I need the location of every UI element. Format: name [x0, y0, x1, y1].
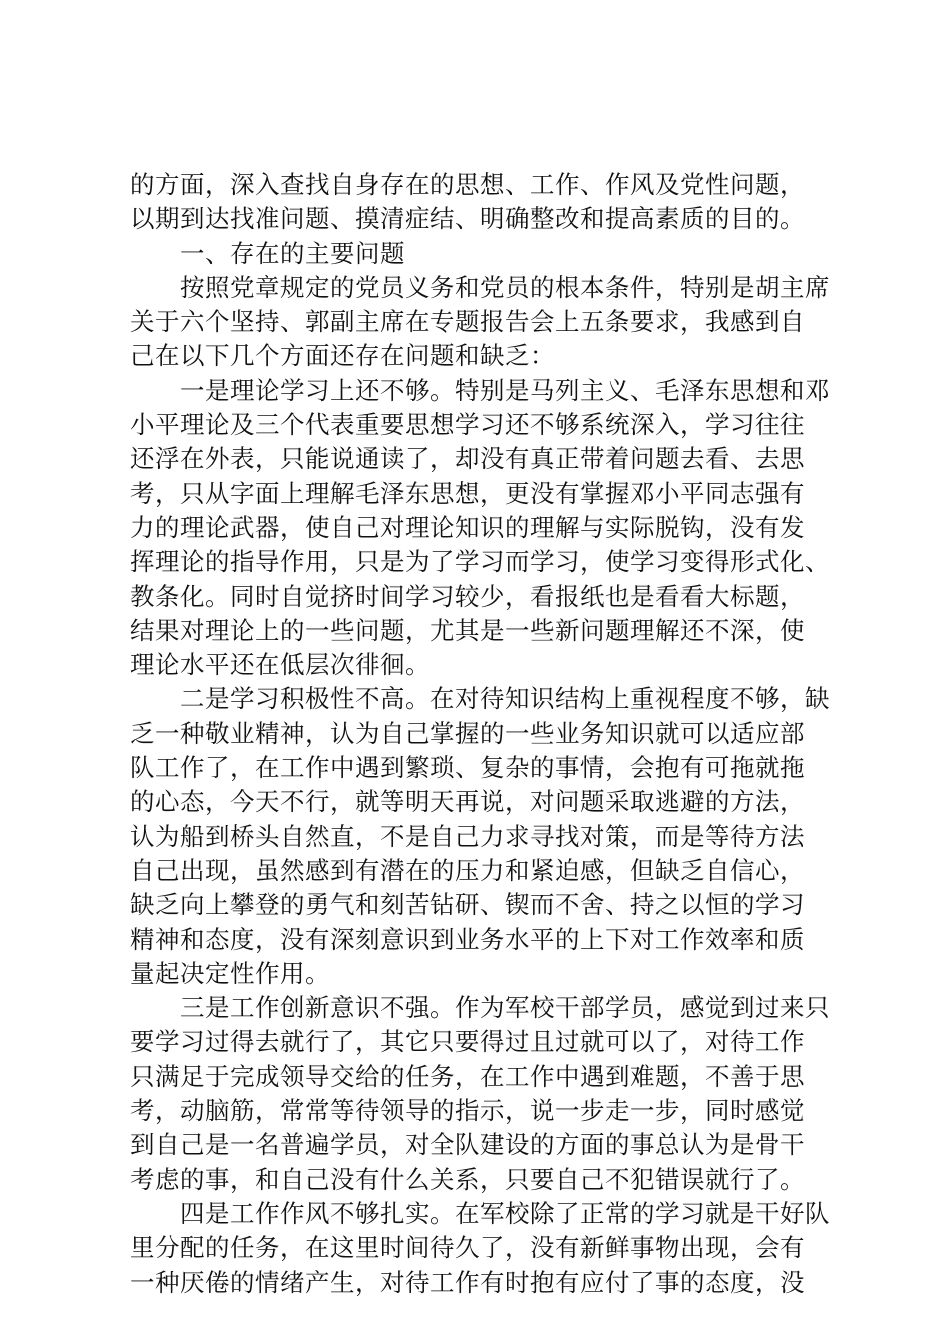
text-line: 到自己是一名普遍学员，对全队建设的方面的事总认为是骨干: [130, 1130, 805, 1160]
text-line: 考，动脑筋，常常等待领导的指示，说一步走一步，同时感觉: [130, 1096, 805, 1126]
text-line: 乏一种敬业精神，认为自己掌握的一些业务知识就可以适应部: [130, 718, 805, 748]
text-line: 自己出现，虽然感到有潜在的压力和紧迫感，但缺乏自信心，: [130, 855, 805, 885]
text-line: 的方面，深入查找自身存在的思想、工作、作风及党性问题，: [130, 170, 805, 199]
text-line: 力的理论武器，使自己对理论知识的理解与实际脱钩，没有发: [130, 512, 805, 542]
text-line: 四是工作作风不够扎实。在军校除了正常的学习就是干好队: [180, 1198, 830, 1228]
text-line: 只满足于完成领导交给的任务，在工作中遇到难题，不善于思: [130, 1061, 805, 1091]
text-line: 结果对理论上的一些问题，尤其是一些新问题理解还不深，使: [130, 615, 805, 645]
document-body: [130, 168, 830, 1300]
text-line: 按照党章规定的党员义务和党员的根本条件，特别是胡主席: [180, 272, 830, 302]
text-line: 的心态，今天不行，就等明天再说，对问题采取逃避的方法，: [130, 787, 805, 817]
text-line: 以期到达找准问题、摸清症结、明确整改和提高素质的目的。: [130, 204, 805, 234]
text-line: 认为船到桥头自然直，不是自己力求寻找对策，而是等待方法: [130, 821, 805, 851]
text-line: 关于六个坚持、郭副主席在专题报告会上五条要求，我感到自: [130, 307, 805, 337]
text-line: 考，只从字面上理解毛泽东思想，更没有掌握邓小平同志强有: [130, 478, 805, 508]
text-line: 缺乏向上攀登的勇气和刻苦钻研、锲而不舍、持之以恒的学习: [130, 890, 805, 920]
text-line: 己在以下几个方面还存在问题和缺乏：: [130, 341, 555, 371]
text-line: 一是理论学习上还不够。特别是马列主义、毛泽东思想和邓: [180, 375, 830, 405]
section-heading: 一、存在的主要问题: [180, 238, 405, 268]
text-line: 里分配的任务，在这里时间待久了，没有新鲜事物出现，会有: [130, 1233, 805, 1263]
text-line: 挥理论的指导作用，只是为了学习而学习，使学习变得形式化、: [130, 547, 830, 577]
text-line: 量起决定性作用。: [130, 958, 330, 988]
text-line: 小平理论及三个代表重要思想学习还不够系统深入，学习往往: [130, 410, 805, 440]
text-line: 精神和态度，没有深刻意识到业务水平的上下对工作效率和质: [130, 924, 805, 954]
text-line: 一种厌倦的情绪产生，对待工作有时抱有应付了事的态度，没: [130, 1267, 805, 1297]
text-line: 要学习过得去就行了，其它只要得过且过就可以了，对待工作: [130, 1027, 805, 1057]
text-line: 教条化。同时自觉挤时间学习较少，看报纸也是看看大标题，: [130, 581, 805, 611]
text-line: 理论水平还在低层次徘徊。: [130, 650, 430, 680]
text-line: 三是工作创新意识不强。作为军校干部学员，感觉到过来只: [180, 993, 830, 1023]
text-line: 二是学习积极性不高。在对待知识结构上重视程度不够，缺: [180, 684, 830, 714]
text-line: 队工作了，在工作中遇到繁琐、复杂的事情，会抱有可拖就拖: [130, 753, 805, 783]
text-line: 还浮在外表，只能说通读了，却没有真正带着问题去看、去思: [130, 444, 805, 474]
text-line: 考虑的事，和自己没有什么关系，只要自己不犯错误就行了。: [130, 1164, 805, 1194]
